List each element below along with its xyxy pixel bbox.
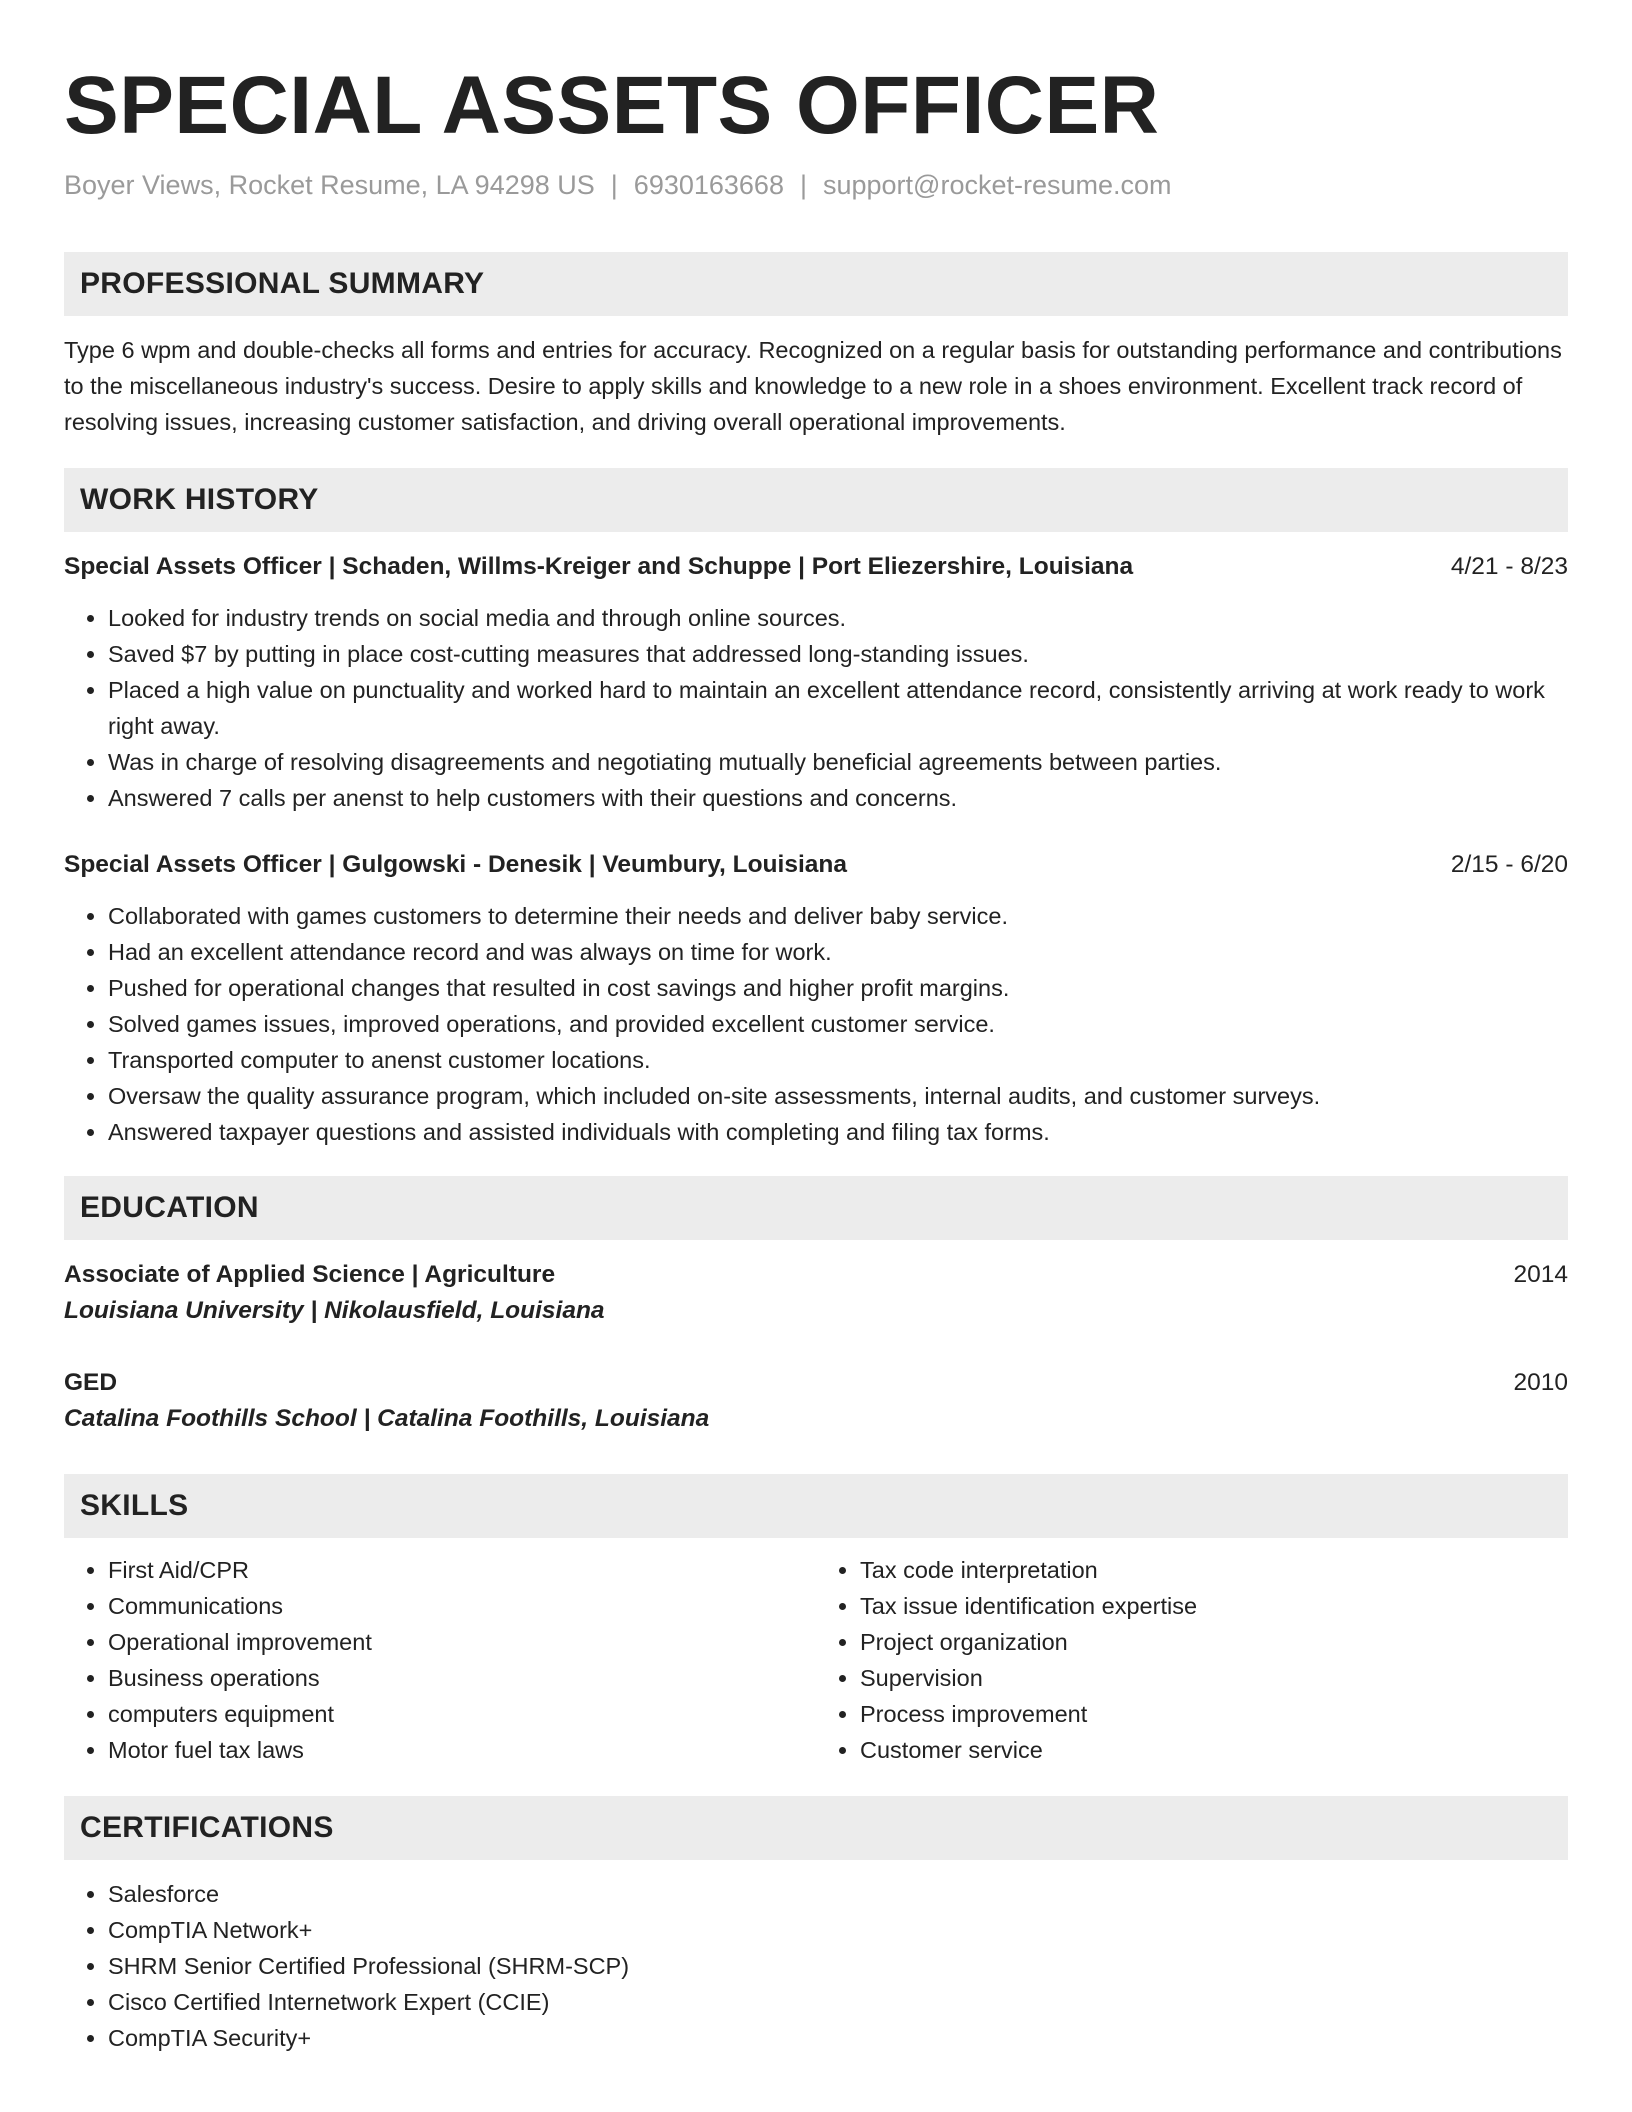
skills-list-left: [64, 1552, 816, 1768]
job-bullets: [64, 898, 1568, 1150]
job-bullet: • Answered taxpayer questions and assisted individuals with completing and filing tax forms.: [108, 1114, 1568, 1150]
education-school: Louisiana University | Nikolausfield, Louisiana: [64, 1297, 605, 1324]
contact-email: support@rocket-resume.com: [822, 170, 1172, 200]
education-heading: EDUCATION: [64, 1176, 1568, 1240]
skill-item: • computers equipment: [108, 1696, 816, 1732]
skill-item: • Process improvement: [860, 1696, 1568, 1732]
certifications-heading: CERTIFICATIONS: [64, 1796, 1568, 1860]
summary-heading: PROFESSIONAL SUMMARY: [64, 252, 1568, 316]
resume-name: SPECIAL ASSETS OFFICER: [64, 60, 1160, 151]
job-dates: 4/21 - 8/23: [1450, 553, 1568, 580]
skill-item: • Project organization: [860, 1624, 1568, 1660]
skill-item: • Supervision: [860, 1660, 1568, 1696]
job-entry: [64, 848, 1568, 1150]
skill-item: • Tax code interpretation: [860, 1552, 1568, 1588]
job-bullet: • Solved games issues, improved operations, and provided excellent customer service.: [108, 1006, 1568, 1042]
job-bullet: • Transported computer to anenst customer locations.: [108, 1042, 1568, 1078]
skill-item: • First Aid/CPR: [108, 1552, 816, 1588]
job-header: [64, 550, 1568, 584]
education-entry: [64, 1258, 1568, 1330]
job-title: Special Assets Officer | Schaden, Willms-Kreiger and Schuppe | Port Eliezershire, Louisiana: [64, 553, 1134, 580]
skill-item: • Motor fuel tax laws: [108, 1732, 816, 1768]
job-dates: 2/15 - 6/20: [1450, 851, 1568, 878]
job-bullet: • Looked for industry trends on social media and through online sources.: [108, 600, 1568, 636]
contact-line: [64, 168, 1568, 202]
contact-separator: |: [610, 170, 618, 200]
work-history-heading: WORK HISTORY: [64, 468, 1568, 532]
job-bullet: • Pushed for operational changes that resulted in cost savings and higher profit margins.: [108, 970, 1568, 1006]
job-title: Special Assets Officer | Gulgowski - Denesik | Veumbury, Louisiana: [64, 851, 847, 878]
contact-phone: 6930163668: [633, 170, 784, 200]
education-row: [64, 1366, 1568, 1400]
certification-item: • SHRM Senior Certified Professional (SHRM-SCP): [108, 1948, 1568, 1984]
job-bullet: • Saved $7 by putting in place cost-cutting measures that addressed long-standing issues.: [108, 636, 1568, 672]
job-bullet: • Collaborated with games customers to determine their needs and deliver baby service.: [108, 898, 1568, 934]
certification-item: • CompTIA Network+: [108, 1912, 1568, 1948]
education-degree: Associate of Applied Science | Agriculture: [64, 1261, 556, 1288]
skill-item: • Tax issue identification expertise: [860, 1588, 1568, 1624]
certifications-list: [64, 1876, 1568, 2056]
job-bullet: • Oversaw the quality assurance program, which included on-site assessments, internal audits, and customer surveys.: [108, 1078, 1568, 1114]
education-year: 2014: [1513, 1261, 1568, 1288]
certification-item: • Cisco Certified Internetwork Expert (CCIE): [108, 1984, 1568, 2020]
education-year: 2010: [1513, 1369, 1568, 1396]
job-header: [64, 848, 1568, 882]
skill-item: • Customer service: [860, 1732, 1568, 1768]
certification-item: • Salesforce: [108, 1876, 1568, 1912]
education-school: Catalina Foothills School | Catalina Foothills, Louisiana: [64, 1405, 710, 1432]
education-entry: [64, 1366, 1568, 1438]
contact-separator: |: [799, 170, 807, 200]
job-bullet: • Placed a high value on punctuality and worked hard to maintain an excellent attendance record, consistently arriving at work ready to work right away.: [108, 672, 1568, 744]
skill-item: • Communications: [108, 1588, 816, 1624]
job-entry: [64, 550, 1568, 816]
contact-address: Boyer Views, Rocket Resume, LA 94298 US: [64, 170, 595, 200]
job-bullets: [64, 600, 1568, 816]
skills-grid: [64, 1552, 1568, 1768]
job-bullet: • Answered 7 calls per anenst to help customers with their questions and concerns.: [108, 780, 1568, 816]
skill-item: • Operational improvement: [108, 1624, 816, 1660]
skills-list-right: [816, 1552, 1568, 1768]
summary-text: Type 6 wpm and double-checks all forms and entries for accuracy. Recognized on a regular basis for outstanding performance and contributions to the miscellaneous industry's success. Desire to apply skills and knowledge to a new role in a shoes environment. Excellent track record of resolving issues, increasing customer satisfaction, and driving overall operational improvements.: [64, 337, 1562, 435]
skills-heading: SKILLS: [64, 1474, 1568, 1538]
job-bullet: • Was in charge of resolving disagreements and negotiating mutually beneficial agreements between parties.: [108, 744, 1568, 780]
job-bullet: • Had an excellent attendance record and was always on time for work.: [108, 934, 1568, 970]
certification-item: • CompTIA Security+: [108, 2020, 1568, 2056]
skill-item: • Business operations: [108, 1660, 816, 1696]
education-degree: GED: [64, 1369, 118, 1396]
education-row: [64, 1258, 1568, 1292]
